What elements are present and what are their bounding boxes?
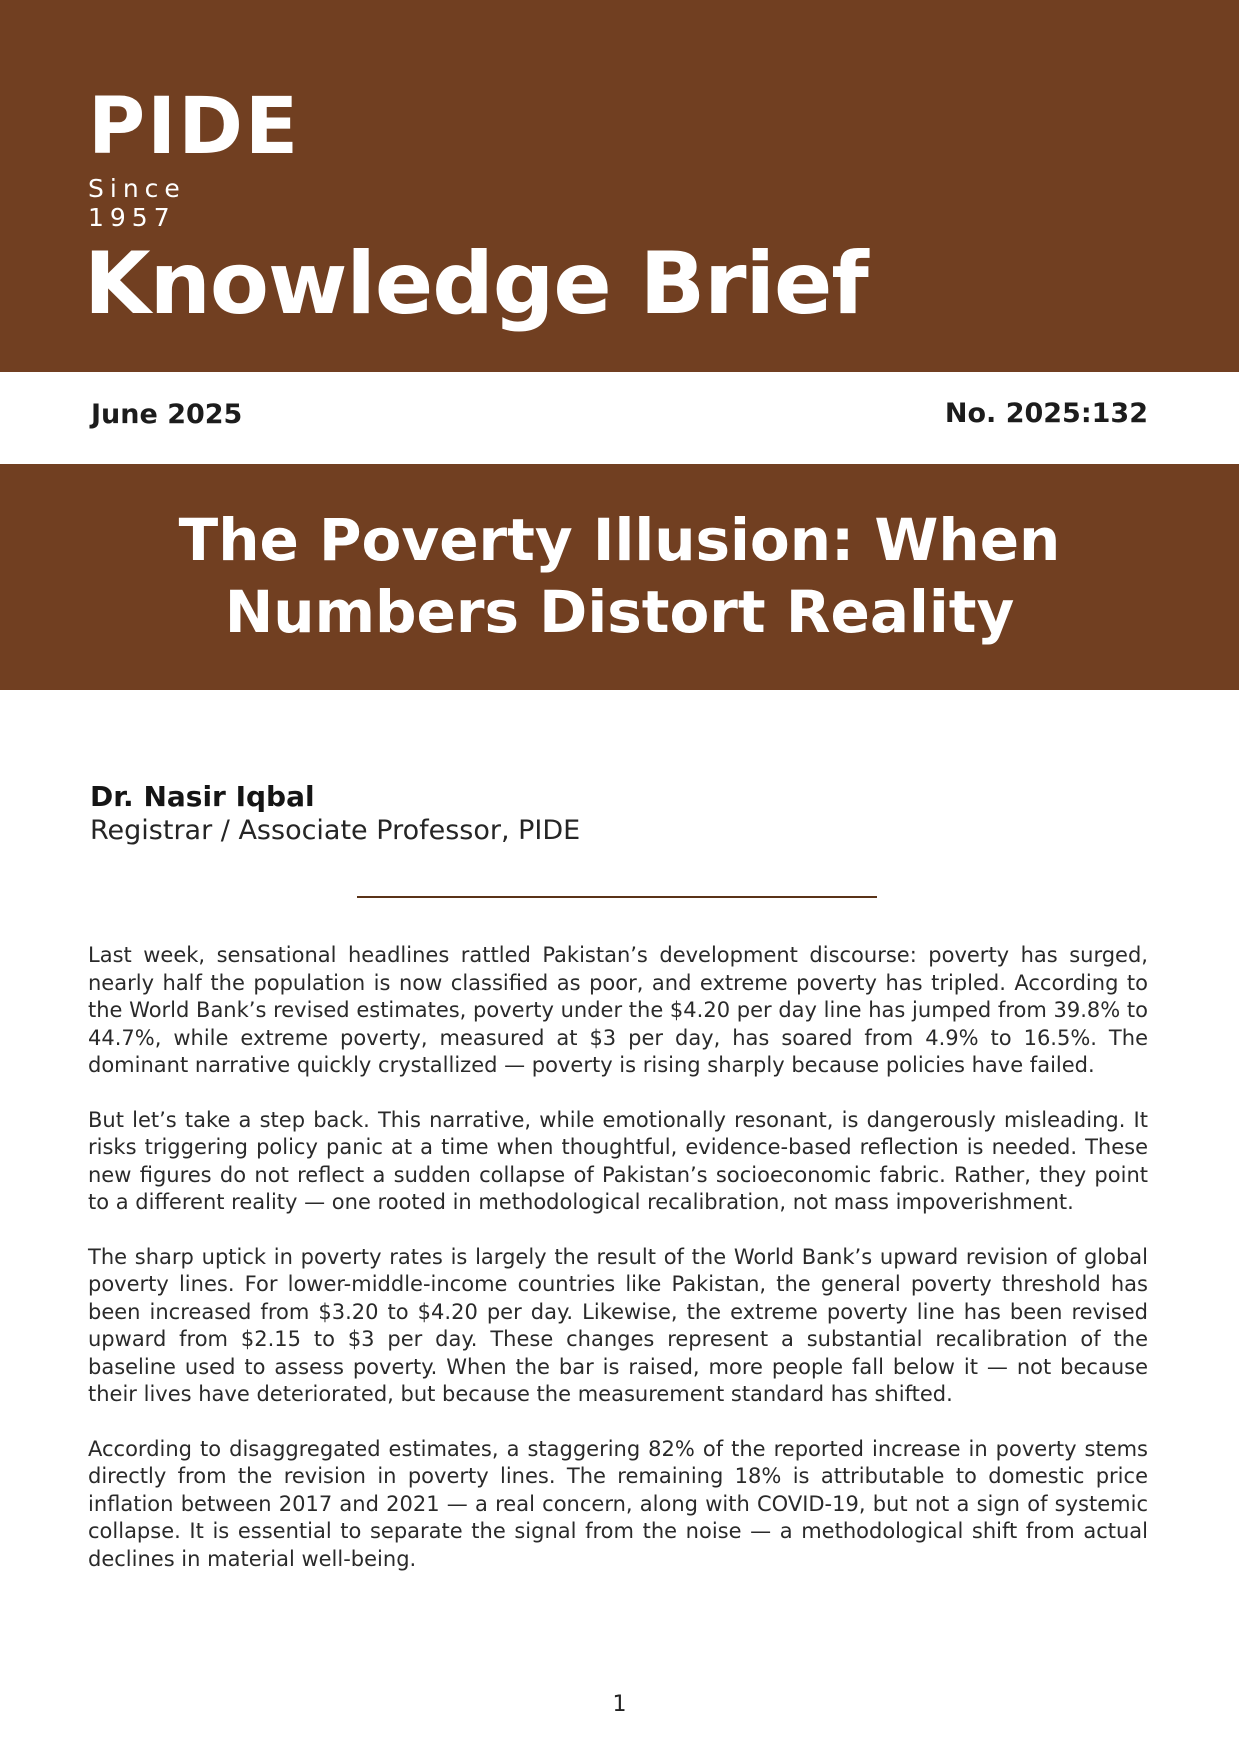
- paragraph: The sharp uptick in poverty rates is largely the result of the World Bank’s upward revision of global poverty lines. For lower-middle-income countries like Pakistan, the general poverty threshold has been increased from $3.20 to $4.20 per day. Likewise, the extreme poverty line has been revised upward from $2.15 to $3 per day. These changes represent a substantial recalibration of the baseline used to assess poverty. When the bar is raised, more people fall below it — not because their lives have deteriorated, but because the measurement standard has shifted.: [88, 1244, 1148, 1406]
- publication-date: June 2025: [91, 399, 243, 430]
- logo-since-text: Since 1957: [88, 174, 186, 232]
- paragraph: But let’s take a step back. This narrative, while emotionally resonant, is dangerously misleading. It risks triggering policy panic at a time when thoughtful, evidence-based reflection is needed. These new figures do not reflect a sudden collapse of Pakistan’s socioeconomic fabric. Rather, they point to a different reality — one rooted in methodological recalibration, not mass impoverishment.: [88, 1107, 1148, 1214]
- publication-number: No. 2025:132: [944, 398, 1148, 429]
- page-title: [0, 504, 1239, 648]
- article-body: [88, 942, 1148, 1600]
- section-divider: [357, 896, 877, 898]
- logo-wordmark: PIDE: [88, 82, 301, 172]
- page-number: 1: [612, 1692, 627, 1717]
- author-name: Dr. Nasir Iqbal: [90, 780, 315, 813]
- publication-type: Knowledge Brief: [84, 234, 868, 334]
- title-line-1: The Poverty Illusion: When: [178, 506, 1061, 574]
- author-role: Registrar / Associate Professor, PIDE: [90, 815, 581, 846]
- title-line-2: Numbers Distort Reality: [224, 578, 1015, 646]
- paragraph: According to disaggregated estimates, a staggering 82% of the reported increase in poverty stems directly from the revision in poverty lines. The remaining 18% is attributable to domestic price inflation between 2017 and 2021 — a real concern, along with COVID-19, but not a sign of systemic collapse. It is essential to separate the signal from the noise — a methodological shift from actual declines in material well-being.: [88, 1436, 1148, 1571]
- pide-logo: [88, 82, 301, 232]
- paragraph: Last week, sensational headlines rattled Pakistan’s development discourse: poverty has surged, nearly half the population is now classified as poor, and extreme poverty has tripled. According to the World Bank’s revised estimates, poverty under the $4.20 per day line has jumped from 39.8% to 44.7%, while extreme poverty, measured at $3 per day, has soared from 4.9% to 16.5%. The dominant narrative quickly crystallized — poverty is rising sharply because policies have failed.: [88, 943, 1148, 1077]
